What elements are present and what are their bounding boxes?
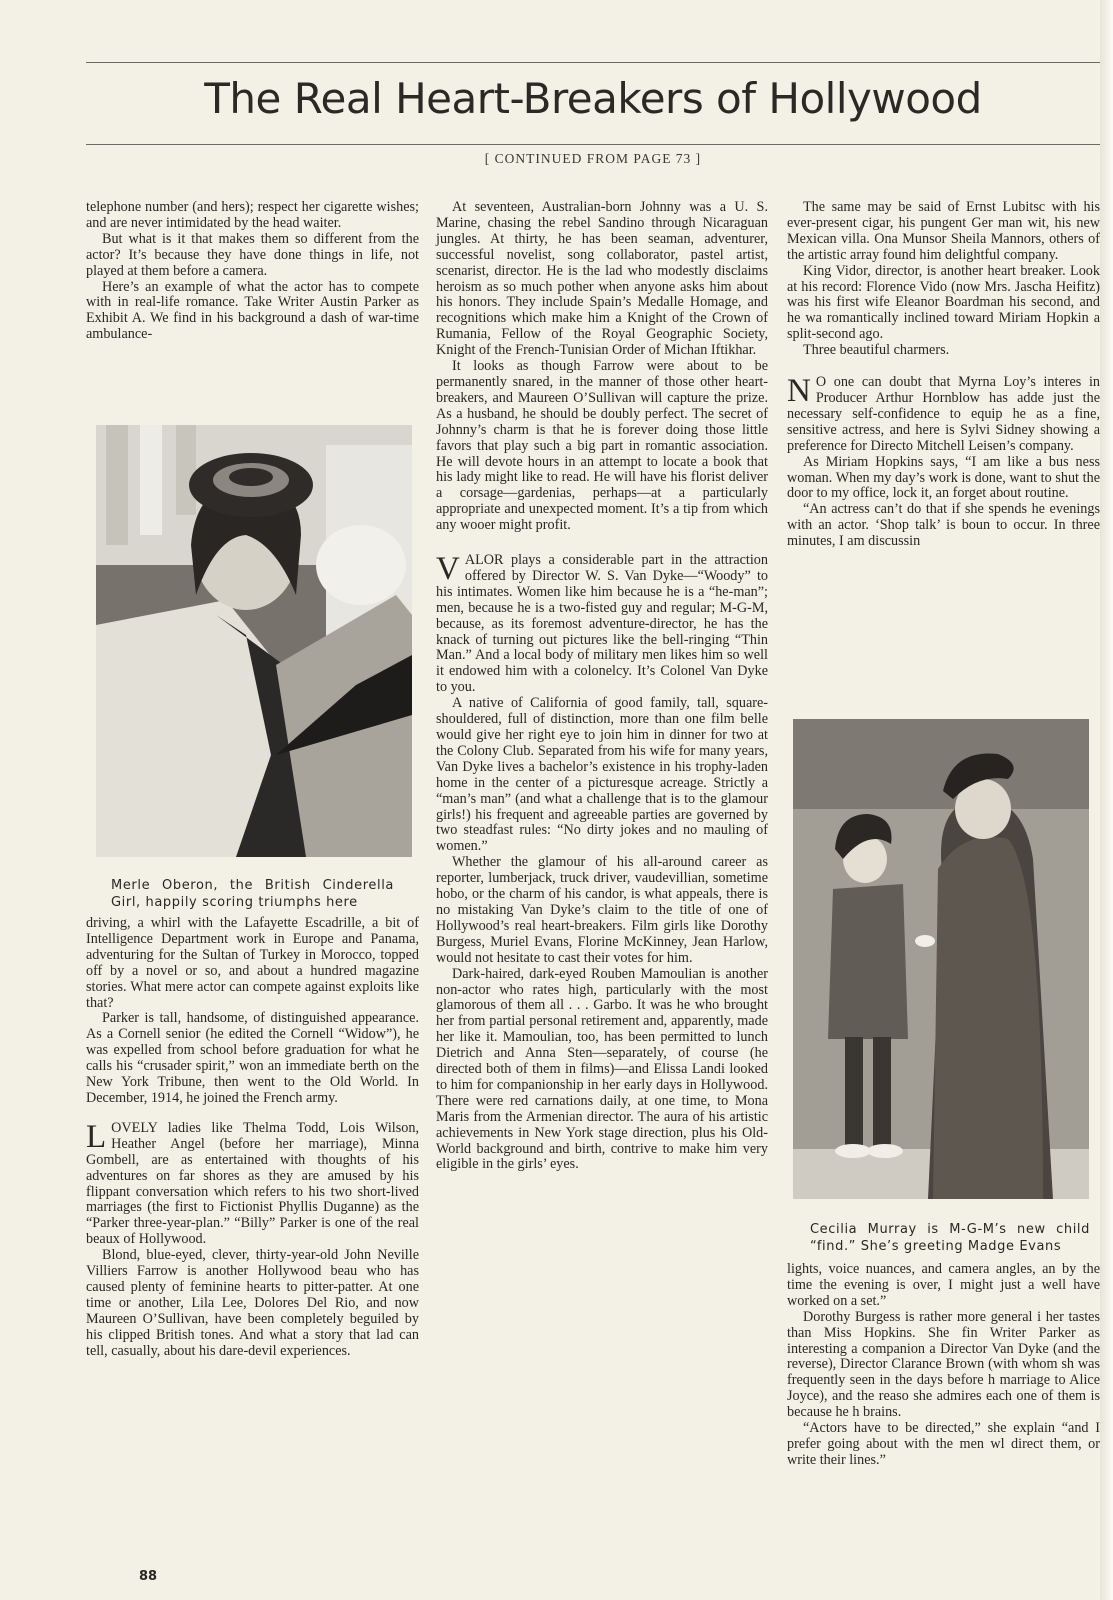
drop-cap: L [86,1118,107,1155]
paragraph: telephone number (and hers); respect her cigarette wishes; and are never intimidated by the head waiter. [86,199,419,231]
paragraph: At seventeen, Australian-born Johnny was a U. S. Marine, chasing the rebel Sandino through Nicaraguan jungles. At thirty, he has been seaman, adventurer, successful novelist, song collaborator, pastel artist, scenarist, director. He is the lad who modestly disclaims heroism as so much pother when anyone asks him about his honors. They include Spain’s Medalle Homage, and recognitions which make him a Knight of the Crown of Rumania, Fellow of the Royal Geographic Society, Knight of the French-Tunisian Order of Michan Iftikhar. [436,199,768,359]
column-2 [436,200,768,1173]
paragraph: driving, a whirl with the Lafayette Escadrille, a bit of Intelligence Department work in Europe and Panama, adventuring for the Sultan of Turkey in Morocco, topped off by a novel or so, and about a hundred magazine stories. What mere actor can compete against exploits like that? [86,915,419,1011]
section-paragraph: LOVELY ladies like Thelma Todd, Lois Wilson, Heather Angel (before her marriage), Minna Gombell, are as entertained with thoughts of his adventures on far shores as they are amused by his flippant conversation which refers to his two short-lived marriages (the first to Fictionist Phyllis Duganne) as the “Parker three-year-plan.” “Billy” Parker is one of the real beaux of Hollywood. [86,1118,419,1248]
article-title: The Real Heart-Breakers of Hollywood [204,74,982,123]
paragraph: “Actors have to be directed,” she explain “and I prefer going about with the men wl direct them, or write their lines.” [787,1420,1100,1468]
paragraph: Whether the glamour of his all-around career as reporter, lumberjack, truck driver, vaudevillian, sometime hobo, or the charm of his candor, is what appeals, there is no mistaking Van Dyke’s claim to the title of one of Hollywood’s real heart-breakers. Film girls like Dorothy Burgess, Muriel Evans, Florine McKinney, Jean Harlow, would not hesitate to cast their votes for him. [436,854,768,966]
column-3-top [787,200,1100,690]
column-1-bottom [86,916,419,1359]
title-rule-bottom [86,144,1100,145]
paragraph: The same may be said of Ernst Lubitsc with his ever-present cigar, his pungent Ger man wit, his new Mexican villa. Ona Munsor Sheila Mannors, others of the artistic array found him delightful company. [787,200,1100,263]
page-gutter-edge [1100,0,1113,1600]
paragraph: lights, voice nuances, and camera angles, an by the time the evening is over, I might just a well have worked on a set.” [787,1262,1100,1309]
paragraph: A native of California of good family, tall, square-shouldered, full of distinction, more than one film belle would give her right eye to join him in dinner for two at the Colony Club. Separated from his wife for many years, Van Dyke lives a bachelor’s existence in his trophy-laden home in the center of a picturesque acreage. Strictly a “man’s man” (and what a challenge that is to the glamour girls!) his frequent and agreeable parties are governed by two steadfast rules: “No dirty jokes and no mauling of women.” [436,695,768,855]
paragraph: It looks as though Farrow were about to be permanently snared, in the manner of those other heart-breakers, and Maureen O’Sullivan will capture the prize. As a husband, he should be doubly perfect. The secret of Johnny’s charm is that he is forever doing those little favors that play such a big part in romantic association. He will devote hours in an attempt to locate a book that his lady might like to read. He will have his florist deliver a corsage—gardenias, perhaps—at a particularly appropriate and unexpected moment. It’s a tip from which any wooer might profit. [436,358,768,534]
section-paragraph: N O one can doubt that Myrna Loy’s interes in Producer Arthur Hornblow has adde just the necessary self-confidence to equip he as a fine, sensitive actress, and here is Sylvi Sidney showing a preference for Directo Mitchell Leisen’s company. [787,373,1100,454]
paragraph: Three beautiful charmers. [803,342,950,359]
photo-caption-2: Cecilia Murray is M-G-M’s new child “find.” She’s greeting Madge Evans [810,1222,1090,1254]
title-rule-top [86,62,1100,63]
continued-from-note: [ CONTINUED FROM PAGE 73 ] [484,151,702,166]
drop-cap: V [436,551,460,588]
section-paragraph: VALOR plays a considerable part in the attraction offered by Director W. S. Van Dyke—“Woody” to his intimates. Women like him because he is a “he-man”; men, because he is a two-fisted guy and regular; M-G-M, because, as its foremost adventure-director, he has the knack of turning out pictures like the bell-ringing “Thin Man.” And a local body of military men likes him so well it endowed him with a colonelcy. It’s Colonel Van Dyke to you. [436,551,768,696]
paragraph: As Miriam Hopkins says, “I am like a bus ness woman. When my day’s work is done, want to shut the door to my office, lock it, an forget about routine. [787,453,1100,502]
drop-cap: N [787,373,811,410]
page-number: 88 [139,1569,158,1584]
paragraph: But what is it that makes them so different from the actor? It’s because they have done things in life, not played at them before a camera. [86,230,419,279]
photo-caption-1: Merle Oberon, the British Cinderella Girl, happily scoring triumphs here [111,878,394,910]
column-1-top [86,200,419,343]
paragraph: King Vidor, director, is another heart breaker. Look at his record: Florence Vido (now Mrs. Jascha Heifitz) was his first wife Eleanor Boardman his second, and he wa romantically inclined toward Miriam Hopkin a split-second ago. [787,262,1100,343]
column-3-bottom [787,1262,1100,1562]
paragraph: “An actress can’t do that if she spends he evenings with an actor. ‘Shop talk’ is boun to occur. In three minutes, I am discussin [787,501,1100,550]
paragraph: Blond, blue-eyed, clever, thirty-year-old John Neville Villiers Farrow is another Hollywood beau who has caused plenty of feminine hearts to pitter-patter. At one time or another, Lila Lee, Dolores Del Rio, and now Maureen O’Sullivan, have been completely beguiled by his clipped British tones. And what a story that lad can tell, casually, about his dare-devil experiences. [86,1247,419,1359]
paragraph: Dark-haired, dark-eyed Rouben Mamoulian is another non-actor who rates high, particularly with the most glamorous of them all . . . Garbo. It was he who brought her from partial personal retirement and, apparently, made her like it. Mamoulian, too, has been permitted to lunch Dietrich and Anna Sten—separately, of course (he directed both of them in films)—and Elissa Landi looked to him for companionship in her early days in Hollywood. There were red carnations daily, at one time, to Mona Maris from the Armenian director. The aura of his artistic achievements in New York stage direction, plus his Old-World background and birth, contrive to make him very eligible in the girls’ eyes. [436,965,768,1173]
photo-cecilia-murray-madge-evans [793,719,1089,1199]
paragraph: Dorothy Burgess is rather more general i her tastes than Miss Hopkins. She fin Writer Parker as interesting a companion a Director Van Dyke (and the reverse), Director Clarance Brown (with whom sh was frequently seen in the days before h marriage to Alice Joyce), and the reaso she admires each one of them is because he h brains. [787,1308,1100,1421]
paragraph: Parker is tall, handsome, of distinguished appearance. As a Cornell senior (he edited the Cornell “Widow”), he was expelled from school before graduation for what he calls his “crusader spirit,” won an immediate berth on the New York Tribune, then went to the Old World. In December, 1914, he joined the French army. [86,1010,419,1106]
photo-merle-oberon [96,425,412,857]
paragraph: Here’s an example of what the actor has to compete with in real-life romance. Take Writer Austin Parker as Exhibit A. We find in his background a dash of war-time ambulance- [86,278,419,343]
